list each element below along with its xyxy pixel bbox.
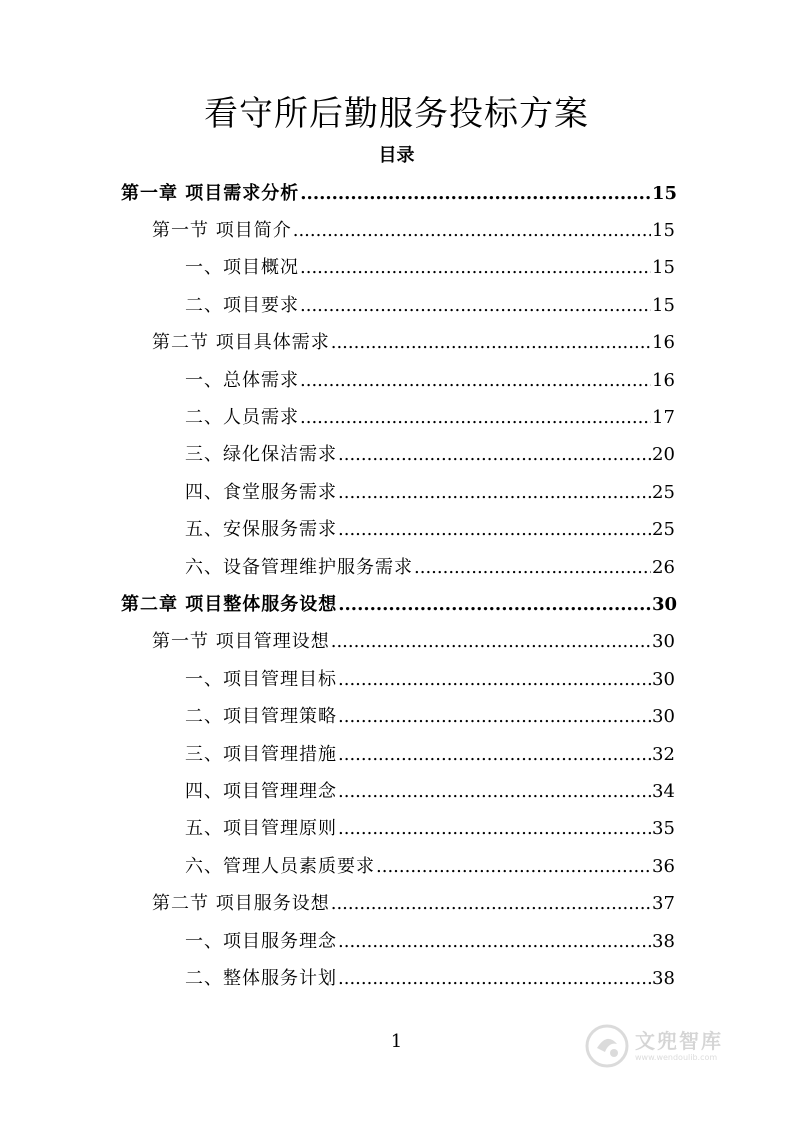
toc-dot-leader bbox=[338, 781, 651, 803]
toc-entry-title: 第二节 项目具体需求 bbox=[152, 332, 330, 354]
toc-entry[interactable] bbox=[0, 512, 793, 549]
toc-entry-title: 三、绿化保洁需求 bbox=[185, 444, 337, 466]
toc-entry[interactable] bbox=[0, 699, 793, 736]
toc-entry-page: 17 bbox=[652, 407, 675, 429]
toc-entry-line bbox=[121, 182, 678, 205]
toc-entry-line bbox=[152, 631, 674, 653]
toc-entry-title: 二、人员需求 bbox=[185, 407, 299, 429]
toc-entry-line bbox=[152, 332, 674, 354]
toc-entry[interactable] bbox=[0, 399, 793, 436]
toc-entry[interactable] bbox=[0, 773, 793, 810]
toc-dot-leader bbox=[338, 519, 651, 541]
toc-entry[interactable] bbox=[0, 250, 793, 287]
toc-entry-line bbox=[185, 482, 674, 504]
toc-entry-title: 三、项目管理措施 bbox=[185, 743, 337, 765]
toc-entry-line bbox=[185, 519, 674, 541]
toc-entry-page: 15 bbox=[652, 182, 678, 204]
toc-entry-page: 16 bbox=[652, 332, 675, 354]
toc-entry-line bbox=[185, 257, 674, 279]
toc-entry-page: 32 bbox=[652, 743, 675, 765]
toc-entry-page: 37 bbox=[652, 893, 675, 915]
toc-entry[interactable] bbox=[0, 923, 793, 960]
toc-entry-line bbox=[152, 220, 674, 242]
toc-entry-page: 15 bbox=[652, 294, 675, 316]
toc-entry-title: 二、项目管理策略 bbox=[185, 706, 337, 728]
toc-dot-leader bbox=[300, 407, 651, 429]
toc-entry-page: 36 bbox=[652, 855, 675, 877]
toc-entry[interactable] bbox=[0, 586, 793, 623]
toc-entry[interactable] bbox=[0, 736, 793, 773]
toc-entry-page: 26 bbox=[652, 556, 675, 578]
toc-entry-title: 一、总体需求 bbox=[185, 369, 299, 391]
wendou-logo-icon bbox=[585, 1024, 629, 1068]
toc-heading: 目录 bbox=[378, 145, 415, 166]
toc-entry-page: 35 bbox=[652, 818, 675, 840]
toc-dot-leader bbox=[338, 744, 651, 766]
toc-entry-page: 34 bbox=[652, 781, 675, 803]
toc-entry-title: 五、项目管理原则 bbox=[185, 818, 337, 840]
toc-entry-title: 第二章 项目整体服务设想 bbox=[121, 594, 338, 616]
toc-entry[interactable] bbox=[0, 362, 793, 399]
toc-entry-page: 20 bbox=[652, 444, 675, 466]
toc-entry-title: 一、项目概况 bbox=[185, 257, 299, 279]
toc-entry[interactable] bbox=[0, 960, 793, 997]
document-title: 看守所后勤服务投标方案 bbox=[204, 94, 589, 134]
watermark-url: www.wendoulib.com bbox=[635, 1053, 718, 1062]
toc-entry-page: 38 bbox=[652, 968, 675, 990]
toc-dot-leader bbox=[338, 482, 651, 504]
toc-entry-line bbox=[152, 893, 674, 915]
toc-entry-page: 30 bbox=[652, 594, 678, 616]
toc-entry[interactable] bbox=[0, 287, 793, 324]
toc-entry[interactable] bbox=[0, 474, 793, 511]
toc-entry-title: 第一节 项目简介 bbox=[152, 220, 292, 242]
toc-dot-leader bbox=[338, 594, 651, 616]
toc-dot-leader bbox=[338, 669, 651, 691]
toc-dot-leader bbox=[293, 220, 651, 242]
toc-dot-leader bbox=[331, 332, 651, 354]
toc-entry-title: 四、项目管理理念 bbox=[185, 781, 337, 803]
toc-entry-line bbox=[185, 968, 674, 990]
toc-entry[interactable] bbox=[0, 661, 793, 698]
toc-entry-title: 一、项目管理目标 bbox=[185, 668, 337, 690]
toc-entry-title: 二、整体服务计划 bbox=[185, 968, 337, 990]
toc-dot-leader bbox=[338, 968, 651, 990]
toc-dot-leader bbox=[331, 893, 651, 915]
toc-dot-leader bbox=[414, 557, 651, 579]
page-number: 1 bbox=[390, 1031, 403, 1052]
toc-entry-page: 16 bbox=[652, 369, 675, 391]
toc-entry-line bbox=[185, 856, 674, 878]
toc-entry-page: 25 bbox=[652, 519, 675, 541]
toc-dot-leader bbox=[338, 818, 651, 840]
toc-entry[interactable] bbox=[0, 212, 793, 249]
toc-entry[interactable] bbox=[0, 175, 793, 212]
toc-entry-page: 30 bbox=[652, 668, 675, 690]
toc-entry-line bbox=[185, 931, 674, 953]
toc-entry[interactable] bbox=[0, 437, 793, 474]
toc-entry-page: 38 bbox=[652, 930, 675, 952]
toc-entry-title: 四、食堂服务需求 bbox=[185, 481, 337, 503]
watermark-brand: 文兜智库 bbox=[635, 1029, 723, 1053]
toc-entry-line bbox=[185, 818, 674, 840]
toc-dot-leader bbox=[338, 931, 651, 953]
toc-entry[interactable] bbox=[0, 848, 793, 885]
toc-dot-leader bbox=[300, 295, 651, 317]
toc-entry[interactable] bbox=[0, 325, 793, 362]
toc-entry-line bbox=[185, 744, 674, 766]
toc-entry-title: 五、安保服务需求 bbox=[185, 519, 337, 541]
toc-entry-title: 第一节 项目管理设想 bbox=[152, 631, 330, 653]
toc-dot-leader bbox=[300, 183, 651, 205]
toc-entry-page: 15 bbox=[652, 220, 675, 242]
toc-entry-title: 一、项目服务理念 bbox=[185, 930, 337, 952]
toc-dot-leader bbox=[376, 856, 651, 878]
toc-dot-leader bbox=[300, 370, 651, 392]
toc-entry-line bbox=[185, 557, 674, 579]
toc-entry-title: 第二节 项目服务设想 bbox=[152, 893, 330, 915]
toc-entry-line bbox=[121, 594, 678, 616]
toc-entry[interactable] bbox=[0, 811, 793, 848]
toc-dot-leader bbox=[338, 706, 651, 728]
toc-entry-line bbox=[185, 706, 674, 728]
toc-entry[interactable] bbox=[0, 549, 793, 586]
watermark bbox=[585, 1020, 755, 1072]
toc-entry[interactable] bbox=[0, 886, 793, 923]
toc-entry[interactable] bbox=[0, 624, 793, 661]
toc-dot-leader bbox=[331, 631, 651, 653]
toc-entry-line bbox=[185, 669, 674, 691]
toc-entry-title: 六、管理人员素质要求 bbox=[185, 855, 375, 877]
toc-entry-page: 25 bbox=[652, 481, 675, 503]
toc-dot-leader bbox=[338, 444, 651, 466]
toc-entry-line bbox=[185, 444, 674, 466]
toc-entry-page: 15 bbox=[652, 257, 675, 279]
toc-entry-line bbox=[185, 407, 674, 429]
toc-entry-title: 六、设备管理维护服务需求 bbox=[185, 556, 413, 578]
toc-entry-title: 第一章 项目需求分析 bbox=[121, 182, 300, 204]
toc-entry-line bbox=[185, 295, 674, 317]
toc-entry-page: 30 bbox=[652, 706, 675, 728]
toc-entry-title: 二、项目要求 bbox=[185, 294, 299, 316]
toc-entry-page: 30 bbox=[652, 631, 675, 653]
toc-entry-line bbox=[185, 781, 674, 803]
toc-dot-leader bbox=[300, 257, 651, 279]
toc-entry-line bbox=[185, 370, 674, 392]
